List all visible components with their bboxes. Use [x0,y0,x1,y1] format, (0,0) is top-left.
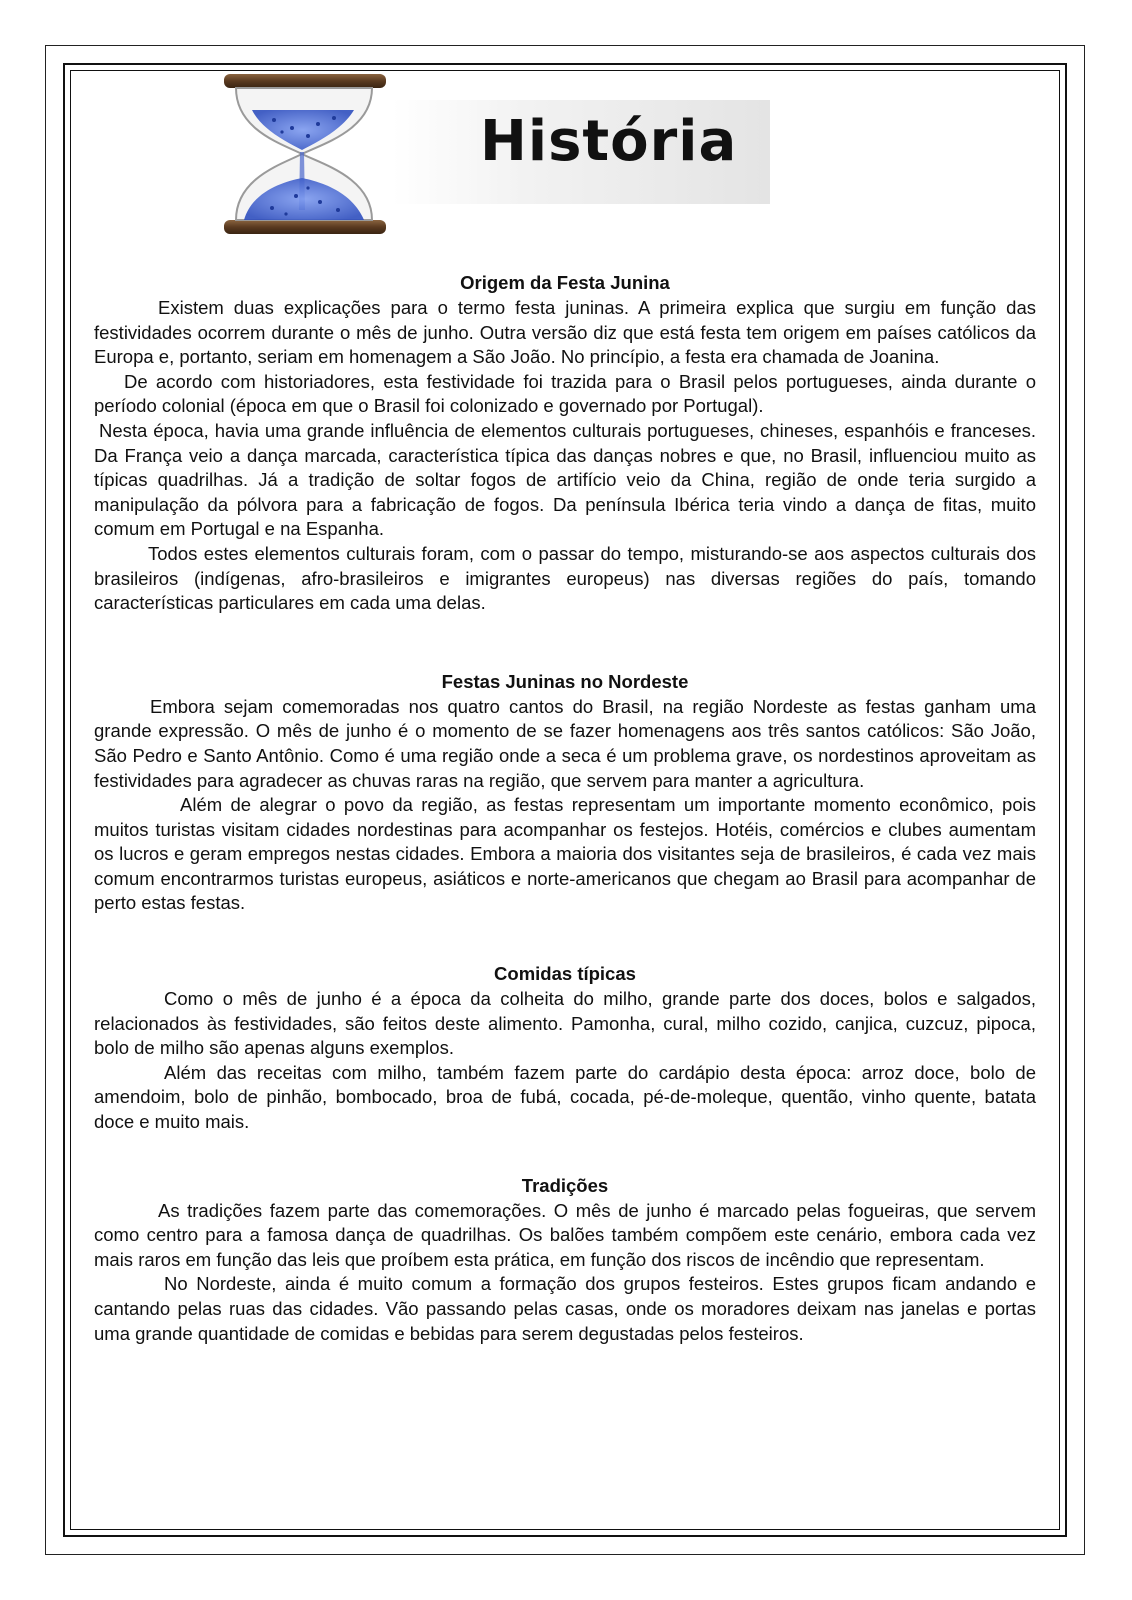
section-nordeste [94,671,1036,916]
section-comidas [94,963,1036,1135]
paragraph: Nesta época, havia uma grande influência de elementos culturais portugueses, chineses, espanhóis e franceses. Da França veio a dança marcada, característica típica das danças nobres e que, no Brasil, influenciou muito as típicas quadrilhas. Já a tradição de soltar fogos de artifício veio da China, região de onde teria surgido a manipulação da pólvora para a fabricação de fogos. Da península Ibérica teria vindo a dança de fitas, muito comum em Portugal e na Espanha. [94,419,1036,540]
paragraph: Além das receitas com milho, também fazem parte do cardápio desta época: arroz doce, bolo de amendoim, bolo de pinhão, bombocado, broa de fubá, cocada, pé-de-moleque, quentão, vinho quente, batata doce e muito mais. [94,1061,1036,1133]
section-heading: Origem da Festa Junina [460,272,670,293]
paragraph: Além de alegrar o povo da região, as festas representam um importante momento econômico, pois muitos turistas visitam cidades nordestinas para acompanhar os festejos. Hotéis, comércios e clubes aumentam os lucros e geram empregos nestas cidades. Embora a maioria dos visitantes seja de brasileiros, é cada vez mais comum encontrarmos turistas europeus, asiáticos e norte-americanos que chegam ao Brasil para acompanhar de perto estas festas. [94,794,1036,914]
paragraph: As tradições fazem parte das comemorações. O mês de junho é marcado pelas fogueiras, que servem como centro para a famosa dança de quadrilhas. Os balões também compõem este cenário, embora cada vez mais raros em função das leis que proíbem esta prática, em função dos riscos de incêndio que representam. [94,1199,1036,1270]
section-heading: Festas Juninas no Nordeste [441,670,689,692]
section-origem [94,272,1036,616]
section-heading: Tradições [521,1174,609,1196]
paragraph: Embora sejam comemoradas nos quatro cantos do Brasil, na região Nordeste as festas ganham uma grande expressão. O mês de junho é o momento de se fazer homenagens aos três santos católicos: São João, São Pedro e Santo Antônio. Como é uma região onde a seca é um problema grave, os nordestinos aproveitam as festividades para agradecer as chuvas raras na região, que servem para manter a agricultura. [94,695,1036,791]
paragraph: Todos estes elementos culturais foram, com o passar do tempo, misturando-se aos aspectos culturais dos brasileiros (indígenas, afro-brasileiros e imigrantes europeus) nas diversas regiões do país, tomando características particulares em cada uma delas. [94,542,1036,614]
section-tradicoes [94,1175,1036,1347]
banner-title: História [480,109,738,174]
document-body [94,272,1036,1346]
paragraph: Como o mês de junho é a época da colheita do milho, grande parte dos doces, bolos e salgados, relacionados às festividades, são feitos deste alimento. Pamonha, cural, milho cozido, canjica, cuzcuz, pipoca, bolo de milho são apenas alguns exemplos. [94,988,1036,1059]
hourglass-icon [224,74,386,234]
section-heading: Comidas típicas [494,963,636,985]
paragraph: Existem duas explicações para o termo festa juninas. A primeira explica que surgiu em função das festividades ocorrem durante o mês de junho. Outra versão diz que está festa tem origem em países católicos da Europa e, portanto, seriam em homenagem a São João. No princípio, a festa era chamada de Joanina. [94,297,1036,368]
paragraph: No Nordeste, ainda é muito comum a formação dos grupos festeiros. Estes grupos ficam andando e cantando pelas ruas das cidades. Vão passando pelas casas, onde os moradores deixam nas janelas e portas uma grande quantidade de comidas e bebidas para serem degustadas pelos festeiros. [94,1273,1036,1344]
paragraph: De acordo com historiadores, esta festividade foi trazida para o Brasil pelos portugueses, ainda durante o período colonial (época em que o Brasil foi colonizado e governado por Portugal). [94,370,1036,417]
